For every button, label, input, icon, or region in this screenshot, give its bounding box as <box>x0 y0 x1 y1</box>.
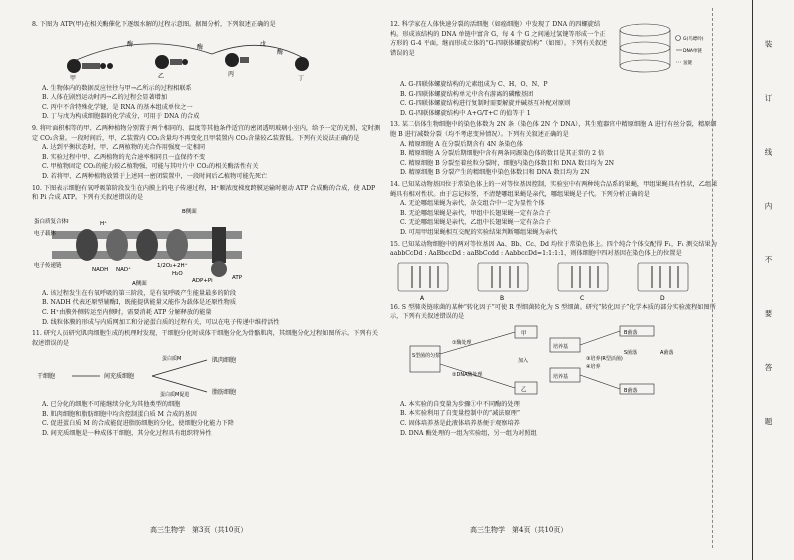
q15-choice-b-label: B <box>500 294 505 301</box>
q10-stem: 10. 下图表示细胞有氧呼吸第阶段发生在内膜上的电子传递过程，H⁺顺浓度梯度跨膜运输时驱动 ATP 合成酶的合成，使 ADP 和 Pi 合成 ATP。下列有关叙述错误的是 <box>32 184 376 202</box>
q16-option-c: C. 固体培养基是此液体培养基便于观察培养 <box>400 420 520 428</box>
q10-option-d: D. 线粒体膜的形成与内质网加工和分泌蛋白质的过程有关，可以在电子传递中维持活性 <box>42 318 280 326</box>
q10-label-a-side: A侧面 <box>132 280 147 287</box>
question-8 <box>32 20 382 122</box>
q11-option-d: D. 间充质细胞是一种成体干细胞，其分化过程具有组织特异性 <box>42 430 212 438</box>
question-14 <box>390 180 720 238</box>
q10-label-h-ion: H⁺ <box>100 220 108 227</box>
q15-choice-b-figure <box>478 263 528 291</box>
q13-option-d: D. 精原细胞 B 分裂产生的精细胞中染色体数目和 DNA 数目均为 2N <box>400 169 590 177</box>
q11-label-mesenchymal: 间充质细胞 <box>104 373 135 381</box>
fold-dashed-line <box>712 8 713 548</box>
q16-label-step-4: ④培养 <box>586 363 601 370</box>
q11-stem: 11. 研究人员研究肌肉细胞生成的机理时发现，干细胞分化时成体干细胞分化为骨骼肌肉，其细胞分化过程如图所示。下列有关叙述错误的是 <box>32 330 378 347</box>
q12-option-d: D. G-四联体螺旋结构中 A+G/T+C 的值等于 1 <box>400 109 531 117</box>
question-12 <box>390 20 720 118</box>
q16-flow-diagram <box>390 324 710 398</box>
q12-label-guanine: G(鸟嘌呤) <box>683 37 704 42</box>
q16-label-medium-1: 培养基 <box>553 343 569 350</box>
q10-label-electron-carrier: 电子载体 <box>34 230 57 237</box>
binding-warning-text: 装 订 线 内 不 要 答 题 <box>764 40 773 447</box>
q15-choice-d-label: D <box>660 294 665 301</box>
q8-option-a: A. 生物体内的数据反应往往与甲→乙所示的过程相联系 <box>42 84 192 92</box>
q8-label-wu: 戊 <box>260 40 267 48</box>
question-15 <box>390 240 720 301</box>
q11-label-muscle-cell: 肌肉细胞 <box>212 357 237 365</box>
molecule-ding <box>295 57 309 71</box>
q16-label-add: 加入 <box>518 357 529 364</box>
q10-label-nadh: NADH <box>92 266 109 273</box>
q14-stem: 14. 已知某动物基因位于常染色体上的一对等位基因控制，实验室中有两种纯合品系的果蝇，甲组果蝇具有性状，乙组果蝇具有相对性状。由于忘记标签，不清楚哪组果蝇是亲代，哪组果蝇是子代。下列分析正确的是 <box>390 180 718 198</box>
q8-label-enzyme-3: 酶 <box>277 48 284 56</box>
q11-option-c: C. 促进蛋白质 M 的合成能促进脂肪细胞的分化，使细胞分化能力下降 <box>42 420 234 428</box>
q8-option-b: B. 人体在剧烈运动时丙→乙的过程会显著增加 <box>42 94 168 102</box>
q12-option-c: C. G-四联体螺旋结构进行复制时需要解旋并碱基互补配对原则 <box>400 100 571 108</box>
q11-differentiation-figure <box>32 350 292 398</box>
q16-option-a: A. 本实验的自变量为步骤①中不同酶的处理 <box>400 400 520 408</box>
q8-option-c: C. 丙中不含特殊化学键，是 RNA 的基本组成单位之一 <box>42 103 193 111</box>
q8-label-enzyme-2: 酶 <box>197 43 204 51</box>
q12-label-dna-strand: DNA单链 <box>683 49 702 54</box>
q16-label-jia: 甲 <box>521 330 527 337</box>
q16-label-colony-a: A菌落 <box>660 349 674 356</box>
q11-label-stem-cell: 干细胞 <box>37 373 56 381</box>
question-9 <box>32 124 382 182</box>
q16-label-step-1: ①酶处理 <box>452 339 472 346</box>
q10-label-complex-1: 蛋白质复合体I <box>34 218 69 225</box>
q16-label-medium-2: 培养基 <box>553 373 569 380</box>
q16-label-yi: 乙 <box>521 386 527 393</box>
q8-label-bing: 丙 <box>228 70 235 78</box>
q15-choice-c-figure <box>558 263 608 291</box>
q15-stem: 15. 已知某动物细胞中的两对等位基因 Aa、Bb、Cc、Dd 均位于常染色体上。四个纯合个体交配得 F₁，F₁ 测交结果为 aabbCcDd : AaBbccDd : aaBbCcdd : AabbccDd=1:1:1:1，则体细胞中四对基因在染色体上的位置是 <box>390 240 717 258</box>
q13-option-b: B. 精原细胞 A 分裂后期细胞中含有两条同源染色体的数目是其正常的 2 倍 <box>400 150 605 158</box>
q10-label-water: H₂O <box>172 270 183 277</box>
q12-g-quadruplex-figure <box>610 20 715 80</box>
q16-option-d: D. DNA 酶处理的一组为实验组，另一组为对照组 <box>400 429 537 437</box>
q11-label-fat-cell: 脂肪细胞 <box>212 389 237 397</box>
question-10 <box>32 184 382 328</box>
q11-label-protein-m-promote: 蛋白质M促进 <box>160 392 190 399</box>
q10-electron-transport-figure <box>32 205 282 287</box>
q13-option-c: C. 精原细胞 B 分裂至着丝粒分裂时，细胞内染色体数目和 DNA 数目均为 2N <box>400 159 615 167</box>
question-11 <box>32 329 382 439</box>
left-column <box>32 20 382 441</box>
q10-option-c: C. H⁺由膜外侧转运至内侧时，需要消耗 ATP 分解释放的能量 <box>42 308 212 316</box>
q16-label-colony-b-1: B菌落 <box>624 329 638 336</box>
q11-option-b: B. 肌肉细胞和脂肪细胞中均含控制蛋白质 M 合成的基因 <box>42 410 197 418</box>
q12-label-hydrogen-bond: 氢键 <box>683 61 692 66</box>
q13-option-a: A. 精原细胞 A 在分裂后期含有 4N 条染色体 <box>400 140 523 148</box>
q8-stem: 8. 下图为 ATP(甲)在相关酶催化下逐级水解的过程示意图。据图分析，下列叙述正确的是 <box>32 21 276 28</box>
q15-choice-d-figure <box>638 263 688 291</box>
q15-chromosome-choices <box>390 261 710 301</box>
adp-molecule-yi <box>155 55 188 69</box>
q13-stem: 13. 某二倍体生物细胞中的染色体数为 2N 条（染色体 2N 个 DNA），其生殖器官中精原细胞 A 进行有丝分裂，精原细胞 B 进行减数分裂（均不考虑变异情况）。下列有关叙述正确的是 <box>390 121 717 138</box>
left-page-footer: 高三生物学 第3页（共10页） <box>150 526 248 534</box>
binding-margin <box>752 0 794 560</box>
q16-label-s-homogenate: S型菌的匀浆 <box>412 352 441 359</box>
q15-choice-c-label: C <box>580 294 585 301</box>
q16-option-b: B. 本实验利用了自变量控制中的“减法原理” <box>400 410 520 418</box>
q12-stem: 12. 科学家在人体快速分裂的活细胞（如癌细胞）中发现了 DNA 的四螺旋结构。形成该结构的 DNA 单链中富含 G，每 4 个 G 之间通过氢键等形成一个正方形的 G-4 平面，继而形成立体的“G-四联体螺旋结构”（如图）。下列有关叙述错误的是 <box>390 21 608 57</box>
q16-label-colony-b-2: B菌落 <box>624 387 638 394</box>
atp-molecule-jia <box>67 59 113 73</box>
q8-option-d: D. 丁与戊为构成细胞器的化学成分，可用于 DNA 的合成 <box>42 113 200 121</box>
question-16 <box>390 303 720 439</box>
q15-choice-a-figure <box>398 263 448 291</box>
q16-label-colony-s: S菌落 <box>624 349 638 356</box>
right-column <box>390 20 720 440</box>
q10-option-a: A. 该过程发生在有氧呼吸的第三阶段，是有氧呼吸产生能量最多的阶段 <box>42 289 237 297</box>
amp-molecule-bing <box>225 53 249 67</box>
q11-label-protein-m: 蛋白质M <box>162 356 182 363</box>
q15-choice-a-label: A <box>420 294 425 301</box>
q11-option-a: A. 已分化的细胞不可能继续分化为其他类型的细胞 <box>42 401 181 409</box>
q8-label-jia: 甲 <box>70 74 77 82</box>
q10-label-nad: NAD⁺ <box>116 266 132 273</box>
q16-stem: 16. S 型肺炎链球菌的某种“转化因子”可使 R 型细菌转化为 S 型细菌。研究“转化因子”化学本质的部分实验流程如图所示，下列有关叙述错误的是 <box>390 303 716 321</box>
q10-label-adp: ADP+Pi <box>192 277 213 284</box>
q10-label-electron-chain: 电子传递链 <box>34 262 62 269</box>
q16-label-step-3: ③培养(R型活菌) <box>586 355 623 362</box>
q16-label-step-2: ②DNA酶处理 <box>452 371 483 378</box>
q9-option-b: B. 实验过程中甲、乙两植物的光合速率相同且一直保持不变 <box>42 153 206 161</box>
q9-option-c: C. 甲植物固定 CO₂的能力较乙植物强，可能与其叶片中 CO₂的相关酶活性有关 <box>42 163 259 171</box>
q14-option-d: D. 可用甲组果蝇相互交配的实验结果判断哪组果蝇为亲代 <box>400 228 558 236</box>
q9-option-d: D. 若将甲、乙两种植物放置于上述同一密闭装置中，一段时间后乙植物可能先死亡 <box>42 172 268 180</box>
q10-label-oxygen: 1/2O₂+2H⁺ <box>157 262 188 269</box>
q9-option-a: A. 达到平衡状态时，甲、乙两植物的光合作用强度一定相同 <box>42 144 206 152</box>
q10-label-b-side: B侧面 <box>182 208 197 215</box>
q10-label-atp: ATP <box>232 274 243 281</box>
q8-label-ding: 丁 <box>298 74 305 82</box>
q14-option-c: C. 无论哪组果蝇是亲代，乙组中长翅果蝇一定有杂合子 <box>400 219 551 227</box>
q8-atp-figure <box>32 32 332 82</box>
q12-option-a: A. G-四联体螺旋结构的元素组成为 C、H、O、N、P <box>400 81 548 88</box>
q14-option-a: A. 无论哪组果蝇为亲代，杂交组合中一定为显性个体 <box>400 200 545 208</box>
q8-label-enzyme-1: 酶 <box>127 40 134 48</box>
q12-option-b: B. G-四联体螺旋结构单元中含有游离的磷酸基团 <box>400 90 534 98</box>
q8-label-yi: 乙 <box>158 72 165 80</box>
right-page-footer: 高三生物学 第4页（共10页） <box>470 526 568 534</box>
question-13 <box>390 120 720 178</box>
q14-option-b: B. 无论哪组果蝇是亲代，甲组中长翅果蝇一定有杂合子 <box>400 209 551 217</box>
q9-stem: 9. 将叶面积相等的甲、乙两种植物分别置于两个相同的、温度等其他条件适宜的密闭透明玻璃小室内，给予一定的光照，定时测定 CO₂含量。一段时间后，甲、乙装置内 CO₂含量均不再变化且甲装置内 CO₂含量较乙装置低。下列有关说法正确的是 <box>32 124 381 142</box>
q10-option-b: B. NADH 代表还原型辅酶Ⅰ，既能提供能量又能作为载体是还原性物质 <box>42 299 237 307</box>
